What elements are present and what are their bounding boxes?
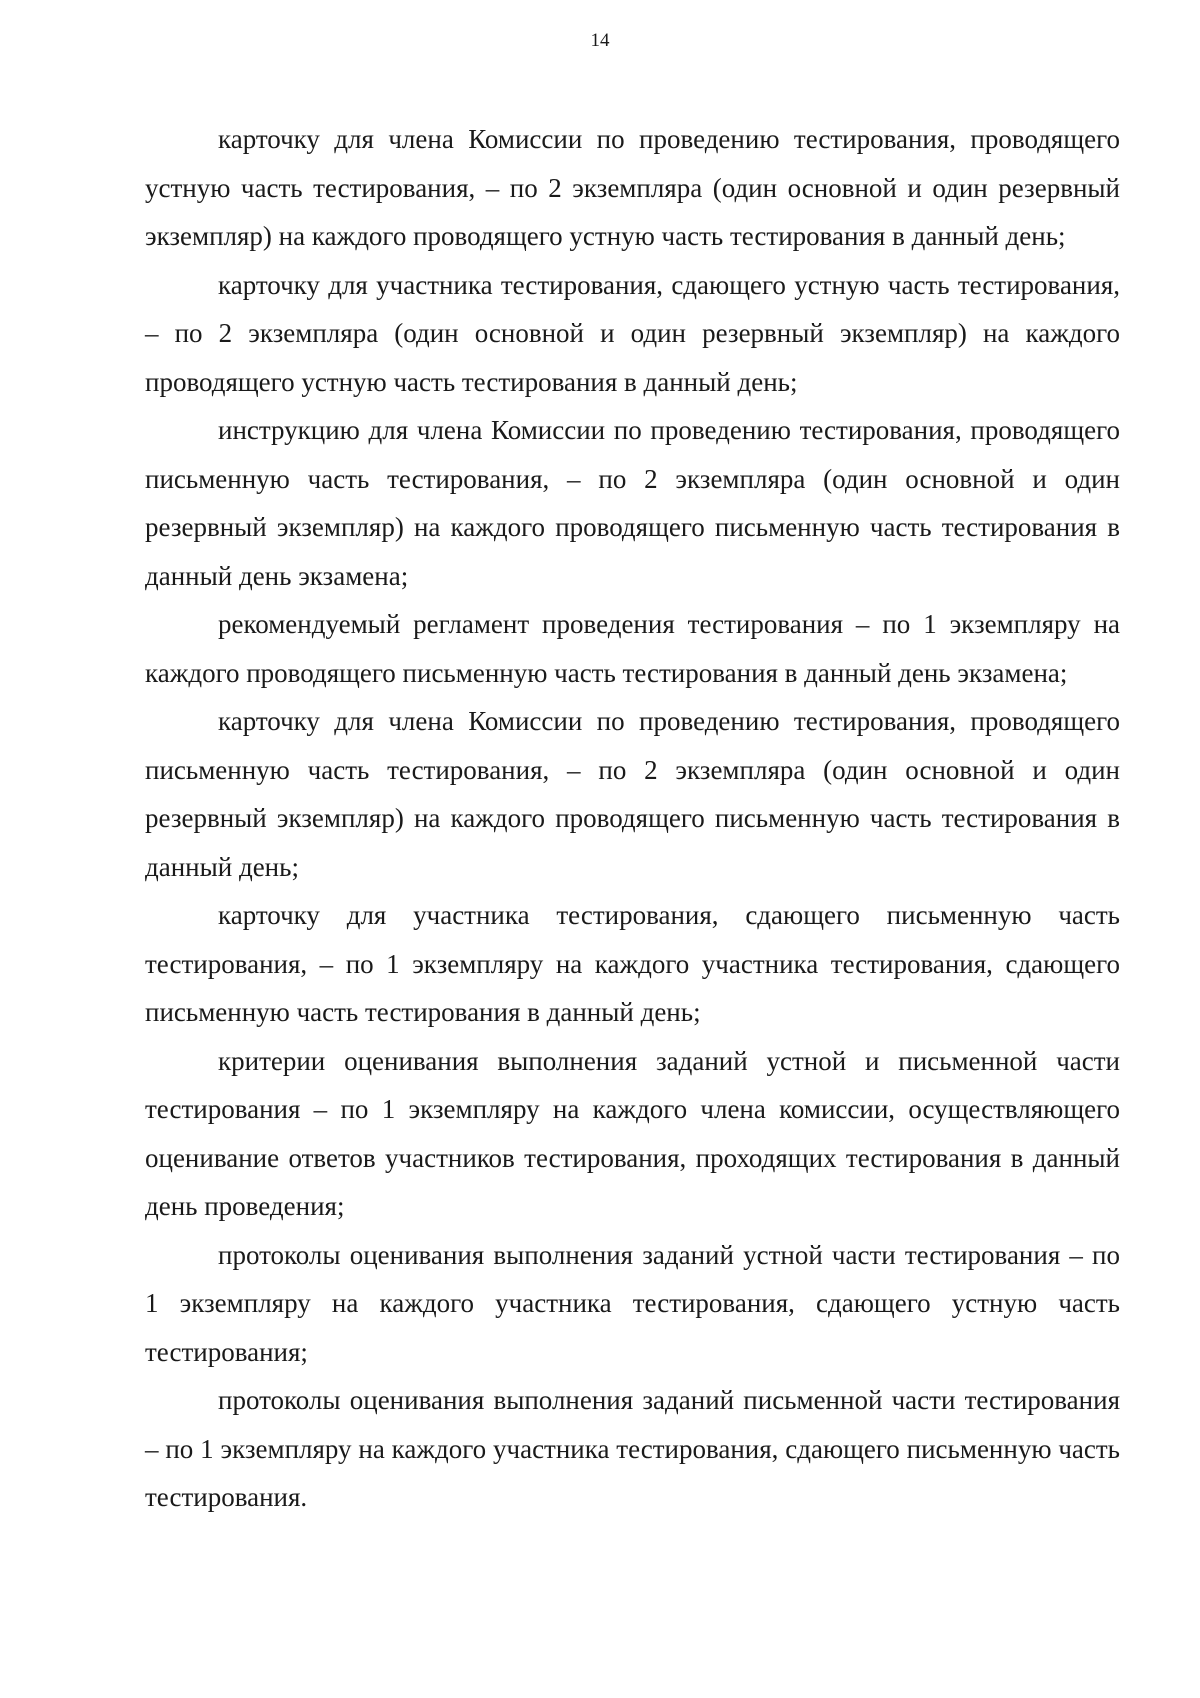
paragraph-evaluation-criteria: критерии оценивания выполнения заданий устной и письменной части тестирования – по 1 экземпляру на каждого члена комиссии, осуществляющего оценивание ответов участников тестирования, проходящих тестирования в данный день проведения; [145,1045,1120,1221]
paragraph-written-examiner-card: карточку для члена Комиссии по проведению тестирования, проводящего письменную часть тестирования, – по 2 экземпляра (один основной и один резервный экземпляр) на каждого проводящего письменную часть тестирования в данный день; [145,706,1120,882]
paragraph-recommended-schedule: рекомендуемый регламент проведения тестирования – по 1 экземпляру на каждого проводящего письменную часть тестирования в данный день экзамена; [145,609,1120,688]
paragraph-written-evaluation-protocols: протоколы оценивания выполнения заданий письменной части тестирования – по 1 экземпляру на каждого участника тестирования, сдающего письменную часть тестирования. [145,1385,1120,1512]
paragraph-written-participant-card: карточку для участника тестирования, сдающего письменную часть тестирования, – по 1 экземпляру на каждого участника тестирования, сдающего письменную часть тестирования в данный день; [145,900,1120,1027]
paragraph-oral-participant-card: карточку для участника тестирования, сдающего устную часть тестирования, – по 2 экземпляра (один основной и один резервный экземпляр) на каждого проводящего устную часть тестирования в данный день; [145,269,1120,397]
page-number: 14 [590,30,610,51]
document-body [145,115,1120,1522]
paragraph-oral-evaluation-protocols: протоколы оценивания выполнения заданий устной части тестирования – по 1 экземпляру на каждого участника тестирования, сдающего устную часть тестирования; [145,1239,1120,1367]
paragraph-oral-examiner-card: карточку для члена Комиссии по проведению тестирования, проводящего устную часть тестирования, – по 2 экземпляра (один основной и один резервный экземпляр) на каждого проводящего устную часть тестирования в данный день; [145,124,1120,251]
paragraph-written-examiner-instruction: инструкцию для члена Комиссии по проведению тестирования, проводящего письменную часть тестирования, – по 2 экземпляра (один основной и один резервный экземпляр) на каждого проводящего письменную часть тестирования в данный день экзамена; [145,415,1120,591]
